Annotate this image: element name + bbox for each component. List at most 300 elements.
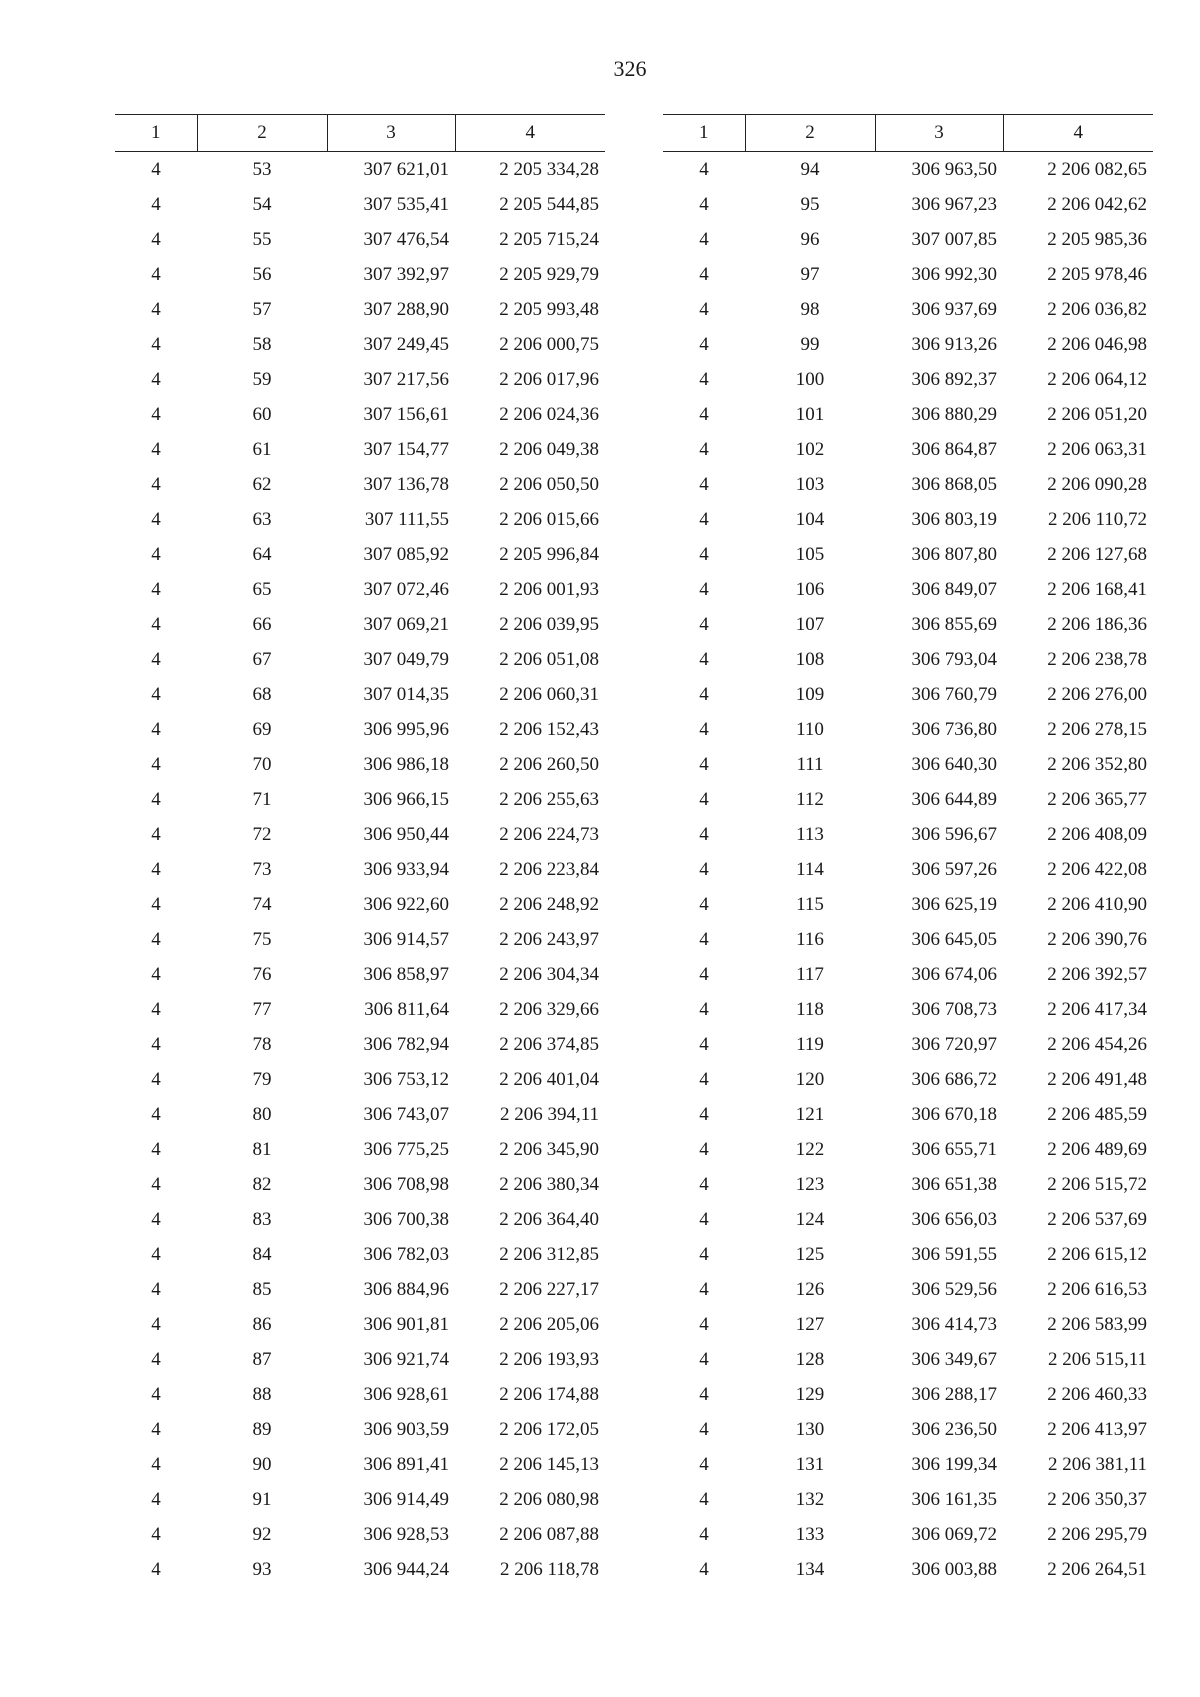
cell-coordinate-x: 306 803,19 <box>911 508 997 530</box>
cell-contour: 4 <box>151 1103 161 1125</box>
cell-coordinate-y: 2 205 544,85 <box>499 193 599 215</box>
cell-coordinate-x: 307 085,92 <box>363 543 449 565</box>
table-row <box>663 467 1153 502</box>
cell-point-number: 104 <box>795 508 825 530</box>
cell-coordinate-x: 306 760,79 <box>911 683 997 705</box>
cell-contour: 4 <box>151 1313 161 1335</box>
cell-coordinate-y: 2 206 278,15 <box>1047 718 1147 740</box>
cell-coordinate-x: 306 069,72 <box>911 1523 997 1545</box>
cell-coordinate-x: 306 736,80 <box>911 718 997 740</box>
cell-contour: 4 <box>151 1558 161 1580</box>
cell-coordinate-x: 306 644,89 <box>911 788 997 810</box>
cell-coordinate-y: 2 206 248,92 <box>499 893 599 915</box>
cell-coordinate-y: 2 206 243,97 <box>499 928 599 950</box>
cell-coordinate-x: 306 288,17 <box>911 1383 997 1405</box>
cell-coordinate-x: 306 596,67 <box>911 823 997 845</box>
table-row <box>663 1237 1153 1272</box>
cell-coordinate-y: 2 206 350,37 <box>1047 1488 1147 1510</box>
table-row <box>663 1097 1153 1132</box>
cell-coordinate-y: 2 206 186,36 <box>1047 613 1147 635</box>
cell-coordinate-y: 2 206 174,88 <box>499 1383 599 1405</box>
cell-contour: 4 <box>699 1313 709 1335</box>
coordinates-table-right <box>663 114 1153 1587</box>
cell-contour: 4 <box>151 193 161 215</box>
cell-coordinate-x: 306 986,18 <box>363 753 449 775</box>
cell-coordinate-y: 2 206 015,66 <box>499 508 599 530</box>
table-row <box>663 642 1153 677</box>
cell-coordinate-x: 306 864,87 <box>911 438 997 460</box>
cell-coordinate-y: 2 206 583,99 <box>1047 1313 1147 1335</box>
cell-coordinate-x: 306 793,04 <box>911 648 997 670</box>
cell-point-number: 131 <box>795 1453 825 1475</box>
table-row <box>115 502 605 537</box>
cell-point-number: 56 <box>252 263 272 285</box>
cell-coordinate-y: 2 206 276,00 <box>1047 683 1147 705</box>
table-row <box>115 922 605 957</box>
cell-point-number: 59 <box>252 368 272 390</box>
table-row <box>115 747 605 782</box>
cell-coordinate-x: 306 967,23 <box>911 193 997 215</box>
cell-contour: 4 <box>151 403 161 425</box>
cell-coordinate-y: 2 206 515,72 <box>1047 1173 1147 1195</box>
cell-point-number: 110 <box>796 718 824 740</box>
cell-contour: 4 <box>699 998 709 1020</box>
cell-point-number: 68 <box>252 683 272 705</box>
cell-coordinate-y: 2 206 080,98 <box>499 1488 599 1510</box>
cell-contour: 4 <box>151 508 161 530</box>
table-row <box>663 327 1153 362</box>
cell-coordinate-y: 2 206 491,48 <box>1047 1068 1147 1090</box>
cell-coordinate-x: 306 700,38 <box>363 1208 449 1230</box>
cell-coordinate-y: 2 206 090,28 <box>1047 473 1147 495</box>
table-row <box>663 257 1153 292</box>
table-row <box>115 327 605 362</box>
cell-contour: 4 <box>699 1033 709 1055</box>
cell-point-number: 55 <box>252 228 272 250</box>
table-row <box>663 572 1153 607</box>
cell-contour: 4 <box>699 683 709 705</box>
cell-coordinate-x: 306 950,44 <box>363 823 449 845</box>
cell-contour: 4 <box>151 1068 161 1090</box>
cell-point-number: 74 <box>252 893 272 915</box>
cell-coordinate-x: 306 199,34 <box>911 1453 997 1475</box>
cell-coordinate-x: 306 849,07 <box>911 578 997 600</box>
cell-coordinate-x: 306 349,67 <box>911 1348 997 1370</box>
cell-contour: 4 <box>151 368 161 390</box>
cell-contour: 4 <box>699 613 709 635</box>
cell-coordinate-x: 306 901,81 <box>363 1313 449 1335</box>
cell-coordinate-y: 2 206 050,50 <box>499 473 599 495</box>
cell-coordinate-x: 306 858,97 <box>363 963 449 985</box>
cell-contour: 4 <box>699 1383 709 1405</box>
cell-point-number: 60 <box>252 403 272 425</box>
cell-point-number: 94 <box>800 158 820 180</box>
cell-contour: 4 <box>151 438 161 460</box>
cell-coordinate-y: 2 205 334,28 <box>499 158 599 180</box>
cell-coordinate-x: 306 914,57 <box>363 928 449 950</box>
cell-coordinate-y: 2 206 049,38 <box>499 438 599 460</box>
cell-coordinate-y: 2 205 715,24 <box>499 228 599 250</box>
table-row <box>115 1342 605 1377</box>
cell-contour: 4 <box>151 613 161 635</box>
table-row <box>115 1307 605 1342</box>
cell-contour: 4 <box>151 1173 161 1195</box>
cell-contour: 4 <box>151 1348 161 1370</box>
cell-contour: 4 <box>151 928 161 950</box>
table-row <box>115 1132 605 1167</box>
cell-coordinate-x: 307 476,54 <box>363 228 449 250</box>
cell-point-number: 133 <box>795 1523 825 1545</box>
cell-contour: 4 <box>699 963 709 985</box>
cell-point-number: 57 <box>252 298 272 320</box>
cell-point-number: 61 <box>252 438 272 460</box>
cell-coordinate-y: 2 206 422,08 <box>1047 858 1147 880</box>
cell-contour: 4 <box>699 823 709 845</box>
column-header-1: 1 <box>663 115 745 152</box>
table-row <box>115 1377 605 1412</box>
cell-point-number: 124 <box>795 1208 825 1230</box>
cell-coordinate-x: 306 921,74 <box>363 1348 449 1370</box>
cell-coordinate-x: 306 937,69 <box>911 298 997 320</box>
cell-point-number: 63 <box>252 508 272 530</box>
cell-coordinate-x: 306 753,12 <box>363 1068 449 1090</box>
cell-contour: 4 <box>151 648 161 670</box>
cell-coordinate-x: 306 529,56 <box>911 1278 997 1300</box>
cell-point-number: 130 <box>795 1418 825 1440</box>
cell-contour: 4 <box>699 473 709 495</box>
cell-contour: 4 <box>699 158 709 180</box>
cell-point-number: 113 <box>796 823 824 845</box>
cell-coordinate-y: 2 206 039,95 <box>499 613 599 635</box>
cell-coordinate-y: 2 206 060,31 <box>499 683 599 705</box>
cell-coordinate-y: 2 206 001,93 <box>499 578 599 600</box>
table-row <box>115 712 605 747</box>
cell-point-number: 111 <box>796 753 824 775</box>
table-row <box>115 1167 605 1202</box>
cell-coordinate-y: 2 206 168,41 <box>1047 578 1147 600</box>
cell-coordinate-x: 307 069,21 <box>363 613 449 635</box>
cell-coordinate-y: 2 206 374,85 <box>499 1033 599 1055</box>
cell-coordinate-x: 306 775,25 <box>363 1138 449 1160</box>
table-row <box>663 502 1153 537</box>
cell-coordinate-x: 307 136,78 <box>363 473 449 495</box>
cell-contour: 4 <box>699 508 709 530</box>
cell-coordinate-x: 306 686,72 <box>911 1068 997 1090</box>
cell-coordinate-x: 307 392,97 <box>363 263 449 285</box>
cell-point-number: 118 <box>796 998 824 1020</box>
cell-coordinate-y: 2 206 489,69 <box>1047 1138 1147 1160</box>
cell-coordinate-x: 307 621,01 <box>363 158 449 180</box>
cell-point-number: 134 <box>795 1558 825 1580</box>
cell-point-number: 90 <box>252 1453 272 1475</box>
cell-coordinate-y: 2 206 485,59 <box>1047 1103 1147 1125</box>
table-row <box>115 1412 605 1447</box>
cell-coordinate-y: 2 206 193,93 <box>499 1348 599 1370</box>
table-row <box>663 1517 1153 1552</box>
cell-coordinate-x: 306 914,49 <box>363 1488 449 1510</box>
cell-point-number: 86 <box>252 1313 272 1335</box>
table-row <box>663 537 1153 572</box>
cell-coordinate-x: 306 880,29 <box>911 403 997 425</box>
cell-coordinate-x: 306 720,97 <box>911 1033 997 1055</box>
table-row <box>663 607 1153 642</box>
cell-coordinate-x: 306 645,05 <box>911 928 997 950</box>
cell-coordinate-x: 306 811,64 <box>364 998 449 1020</box>
cell-point-number: 91 <box>252 1488 272 1510</box>
cell-contour: 4 <box>151 473 161 495</box>
cell-coordinate-x: 307 014,35 <box>363 683 449 705</box>
cell-contour: 4 <box>151 1453 161 1475</box>
cell-coordinate-x: 306 922,60 <box>363 893 449 915</box>
cell-contour: 4 <box>699 193 709 215</box>
cell-coordinate-y: 2 206 063,31 <box>1047 438 1147 460</box>
cell-coordinate-y: 2 206 000,75 <box>499 333 599 355</box>
cell-point-number: 97 <box>800 263 820 285</box>
cell-contour: 4 <box>151 298 161 320</box>
column-header-4: 4 <box>455 115 605 152</box>
table-row <box>115 887 605 922</box>
cell-coordinate-y: 2 206 110,72 <box>1047 508 1147 530</box>
table-row <box>663 1062 1153 1097</box>
cell-coordinate-x: 307 217,56 <box>363 368 449 390</box>
table-row <box>663 1342 1153 1377</box>
cell-coordinate-y: 2 206 615,12 <box>1047 1243 1147 1265</box>
cell-coordinate-x: 306 903,59 <box>363 1418 449 1440</box>
cell-coordinate-x: 306 708,73 <box>911 998 997 1020</box>
cell-contour: 4 <box>151 158 161 180</box>
table-row <box>115 992 605 1027</box>
cell-contour: 4 <box>699 1103 709 1125</box>
cell-coordinate-y: 2 206 238,78 <box>1047 648 1147 670</box>
table-row <box>663 677 1153 712</box>
cell-contour: 4 <box>699 1523 709 1545</box>
cell-coordinate-x: 306 933,94 <box>363 858 449 880</box>
cell-contour: 4 <box>151 858 161 880</box>
cell-coordinate-x: 307 154,77 <box>363 438 449 460</box>
cell-coordinate-y: 2 206 380,34 <box>499 1173 599 1195</box>
cell-contour: 4 <box>699 1068 709 1090</box>
column-header-3: 3 <box>327 115 455 152</box>
cell-point-number: 65 <box>252 578 272 600</box>
cell-contour: 4 <box>151 823 161 845</box>
column-header-2: 2 <box>197 115 327 152</box>
cell-point-number: 79 <box>252 1068 272 1090</box>
cell-coordinate-y: 2 206 172,05 <box>499 1418 599 1440</box>
cell-point-number: 53 <box>252 158 272 180</box>
cell-point-number: 93 <box>252 1558 272 1580</box>
cell-contour: 4 <box>699 333 709 355</box>
cell-point-number: 78 <box>252 1033 272 1055</box>
cell-coordinate-y: 2 206 381,11 <box>1047 1453 1147 1475</box>
table-row <box>115 1517 605 1552</box>
cell-coordinate-x: 306 591,55 <box>911 1243 997 1265</box>
cell-contour: 4 <box>699 1558 709 1580</box>
cell-coordinate-x: 306 670,18 <box>911 1103 997 1125</box>
cell-point-number: 100 <box>795 368 825 390</box>
cell-coordinate-x: 307 288,90 <box>363 298 449 320</box>
cell-coordinate-x: 307 072,46 <box>363 578 449 600</box>
table-row <box>663 1272 1153 1307</box>
cell-contour: 4 <box>699 368 709 390</box>
cell-contour: 4 <box>699 893 709 915</box>
table-row <box>663 957 1153 992</box>
cell-contour: 4 <box>699 403 709 425</box>
cell-coordinate-x: 306 656,03 <box>911 1208 997 1230</box>
cell-coordinate-x: 307 535,41 <box>363 193 449 215</box>
column-header-2: 2 <box>745 115 875 152</box>
cell-coordinate-y: 2 206 515,11 <box>1047 1348 1147 1370</box>
cell-coordinate-y: 2 206 205,06 <box>499 1313 599 1335</box>
column-header-1: 1 <box>115 115 197 152</box>
table-row <box>115 852 605 887</box>
cell-point-number: 120 <box>795 1068 825 1090</box>
table-row <box>663 1202 1153 1237</box>
cell-coordinate-y: 2 206 046,98 <box>1047 333 1147 355</box>
table-row <box>115 1062 605 1097</box>
cell-contour: 4 <box>151 333 161 355</box>
cell-point-number: 66 <box>252 613 272 635</box>
cell-coordinate-y: 2 205 929,79 <box>499 263 599 285</box>
column-header-4: 4 <box>1003 115 1153 152</box>
cell-point-number: 76 <box>252 963 272 985</box>
table-row <box>663 922 1153 957</box>
cell-coordinate-y: 2 206 304,34 <box>499 963 599 985</box>
table-row <box>115 1482 605 1517</box>
cell-coordinate-y: 2 206 537,69 <box>1047 1208 1147 1230</box>
cell-contour: 4 <box>151 1208 161 1230</box>
cell-point-number: 108 <box>795 648 825 670</box>
cell-contour: 4 <box>151 1033 161 1055</box>
cell-point-number: 88 <box>252 1383 272 1405</box>
cell-contour: 4 <box>151 718 161 740</box>
table-row <box>663 852 1153 887</box>
cell-coordinate-x: 306 655,71 <box>911 1138 997 1160</box>
cell-contour: 4 <box>699 718 709 740</box>
table-row <box>663 432 1153 467</box>
cell-point-number: 80 <box>252 1103 272 1125</box>
cell-contour: 4 <box>151 1523 161 1545</box>
cell-point-number: 129 <box>795 1383 825 1405</box>
cell-coordinate-x: 306 651,38 <box>911 1173 997 1195</box>
cell-point-number: 102 <box>795 438 825 460</box>
cell-point-number: 119 <box>796 1033 824 1055</box>
cell-point-number: 95 <box>800 193 820 215</box>
cell-point-number: 70 <box>252 753 272 775</box>
cell-point-number: 73 <box>252 858 272 880</box>
cell-contour: 4 <box>699 1488 709 1510</box>
cell-coordinate-x: 306 782,94 <box>363 1033 449 1055</box>
table-row <box>663 292 1153 327</box>
table-row <box>115 572 605 607</box>
cell-coordinate-y: 2 206 264,51 <box>1047 1558 1147 1580</box>
cell-contour: 4 <box>151 683 161 705</box>
cell-point-number: 132 <box>795 1488 825 1510</box>
table-row <box>663 782 1153 817</box>
cell-point-number: 103 <box>795 473 825 495</box>
cell-coordinate-y: 2 206 087,88 <box>499 1523 599 1545</box>
cell-coordinate-y: 2 206 413,97 <box>1047 1418 1147 1440</box>
cell-point-number: 75 <box>252 928 272 950</box>
cell-coordinate-x: 306 944,24 <box>363 1558 449 1580</box>
cell-point-number: 98 <box>800 298 820 320</box>
cell-point-number: 128 <box>795 1348 825 1370</box>
column-header-3: 3 <box>875 115 1003 152</box>
cell-point-number: 62 <box>252 473 272 495</box>
cell-coordinate-x: 306 625,19 <box>911 893 997 915</box>
cell-coordinate-y: 2 206 345,90 <box>499 1138 599 1160</box>
cell-coordinate-y: 2 205 985,36 <box>1047 228 1147 250</box>
cell-point-number: 114 <box>796 858 824 880</box>
cell-point-number: 71 <box>252 788 272 810</box>
table-row <box>115 1272 605 1307</box>
cell-coordinate-y: 2 205 978,46 <box>1047 263 1147 285</box>
table-row <box>115 222 605 257</box>
cell-point-number: 107 <box>795 613 825 635</box>
page-number: 326 <box>613 56 647 81</box>
cell-coordinate-x: 306 892,37 <box>911 368 997 390</box>
table-row <box>663 1027 1153 1062</box>
cell-coordinate-y: 2 206 392,57 <box>1047 963 1147 985</box>
cell-contour: 4 <box>699 578 709 600</box>
table-row <box>663 397 1153 432</box>
cell-contour: 4 <box>699 543 709 565</box>
table-row <box>663 1307 1153 1342</box>
table-row <box>115 607 605 642</box>
cell-point-number: 58 <box>252 333 272 355</box>
cell-coordinate-y: 2 206 295,79 <box>1047 1523 1147 1545</box>
coordinates-table-left <box>115 114 605 1587</box>
cell-coordinate-x: 306 995,96 <box>363 718 449 740</box>
cell-contour: 4 <box>699 1278 709 1300</box>
cell-coordinate-y: 2 206 145,13 <box>499 1453 599 1475</box>
table-row <box>663 747 1153 782</box>
cell-point-number: 87 <box>252 1348 272 1370</box>
cell-coordinate-y: 2 206 616,53 <box>1047 1278 1147 1300</box>
table-row <box>115 817 605 852</box>
table-row <box>115 152 605 188</box>
cell-contour: 4 <box>151 578 161 600</box>
cell-coordinate-y: 2 206 118,78 <box>499 1558 599 1580</box>
cell-point-number: 112 <box>796 788 824 810</box>
table-row <box>115 782 605 817</box>
cell-contour: 4 <box>699 1453 709 1475</box>
cell-contour: 4 <box>699 1418 709 1440</box>
cell-coordinate-y: 2 206 401,04 <box>499 1068 599 1090</box>
cell-coordinate-x: 306 161,35 <box>911 1488 997 1510</box>
cell-coordinate-x: 306 963,50 <box>911 158 997 180</box>
cell-point-number: 99 <box>800 333 820 355</box>
cell-coordinate-y: 2 206 017,96 <box>499 368 599 390</box>
table-row <box>115 1552 605 1587</box>
cell-coordinate-y: 2 206 390,76 <box>1047 928 1147 950</box>
table-row <box>115 1097 605 1132</box>
cell-coordinate-y: 2 206 082,65 <box>1047 158 1147 180</box>
cell-coordinate-y: 2 206 064,12 <box>1047 368 1147 390</box>
cell-point-number: 72 <box>252 823 272 845</box>
cell-coordinate-y: 2 206 042,62 <box>1047 193 1147 215</box>
table-row <box>663 1132 1153 1167</box>
cell-coordinate-x: 306 966,15 <box>363 788 449 810</box>
cell-coordinate-x: 307 111,55 <box>364 508 449 530</box>
cell-coordinate-x: 306 884,96 <box>363 1278 449 1300</box>
cell-coordinate-y: 2 206 224,73 <box>499 823 599 845</box>
table-row <box>115 537 605 572</box>
table-row <box>115 1447 605 1482</box>
cell-contour: 4 <box>699 263 709 285</box>
table-row <box>663 712 1153 747</box>
cell-contour: 4 <box>151 998 161 1020</box>
cell-coordinate-y: 2 205 996,84 <box>499 543 599 565</box>
